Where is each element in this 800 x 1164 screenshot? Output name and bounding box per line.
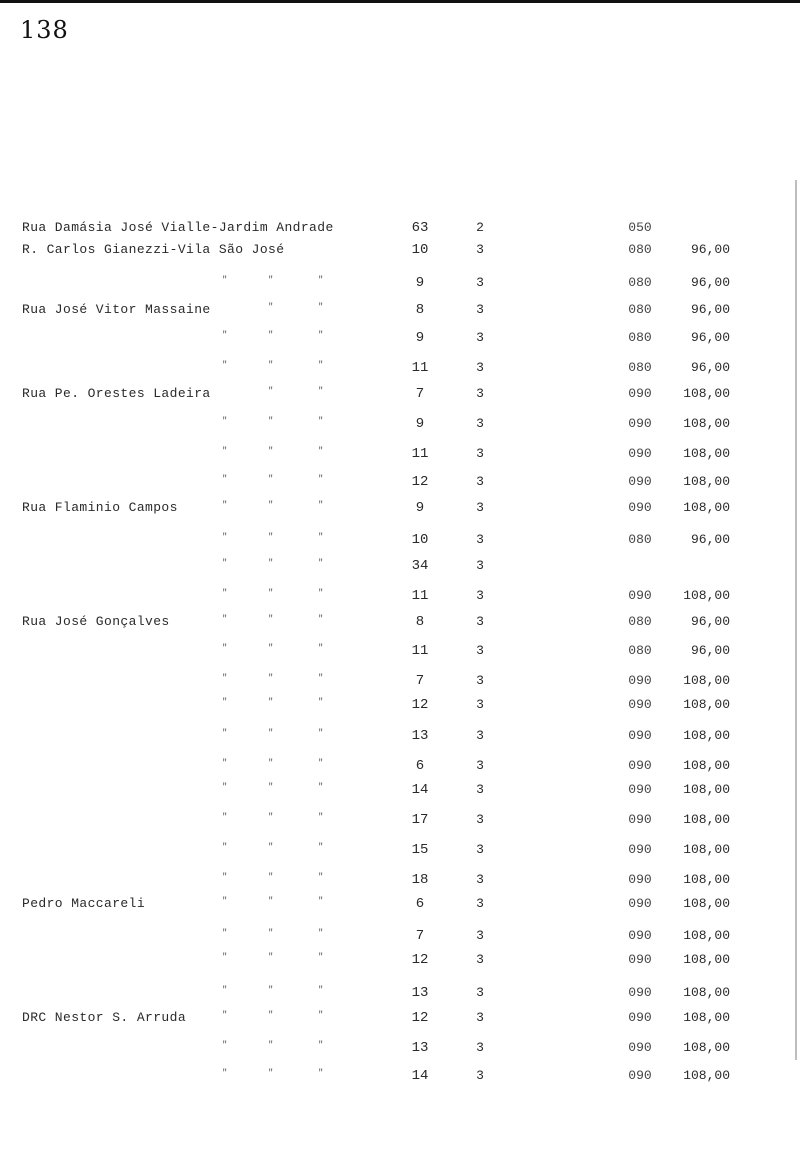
lot-number: 12 bbox=[411, 697, 429, 713]
class-code: 3 bbox=[476, 532, 484, 547]
rate-code: 090 bbox=[628, 1068, 652, 1083]
table-row bbox=[0, 532, 800, 556]
table-row bbox=[0, 952, 800, 976]
table-row bbox=[0, 758, 800, 782]
table-row bbox=[0, 614, 800, 638]
class-code: 3 bbox=[476, 614, 484, 629]
class-code: 3 bbox=[476, 896, 484, 911]
rate-code: 090 bbox=[628, 896, 652, 911]
class-code: 3 bbox=[476, 728, 484, 743]
ditto-mark: " bbox=[268, 758, 274, 768]
rate-code: 090 bbox=[628, 446, 652, 461]
ditto-mark: " bbox=[268, 446, 274, 456]
ditto-mark: " bbox=[318, 758, 324, 768]
street-name: R. Carlos Gianezzi-Vila São José bbox=[22, 242, 285, 257]
table-row bbox=[0, 985, 800, 1009]
tax-value: 108,00 bbox=[683, 812, 730, 827]
table-row bbox=[0, 928, 800, 952]
class-code: 3 bbox=[476, 697, 484, 712]
ditto-mark: " bbox=[318, 275, 324, 285]
ditto-mark: " bbox=[222, 697, 228, 707]
class-code: 3 bbox=[476, 500, 484, 515]
tax-value: 108,00 bbox=[683, 697, 730, 712]
rate-code: 080 bbox=[628, 532, 652, 547]
ditto-mark: " bbox=[222, 532, 228, 542]
street-name: Rua José Vitor Massaine bbox=[22, 302, 211, 317]
ditto-mark: " bbox=[268, 673, 274, 683]
ditto-mark: " bbox=[268, 558, 274, 568]
lot-number: 18 bbox=[411, 872, 429, 888]
ditto-mark: " bbox=[318, 416, 324, 426]
ditto-mark: " bbox=[222, 558, 228, 568]
ditto-mark: " bbox=[268, 386, 274, 396]
ditto-mark: " bbox=[318, 842, 324, 852]
rate-code: 090 bbox=[628, 872, 652, 887]
tax-value: 108,00 bbox=[683, 758, 730, 773]
ditto-mark: " bbox=[268, 275, 274, 285]
tax-value: 108,00 bbox=[683, 1040, 730, 1055]
table-row bbox=[0, 220, 800, 244]
class-code: 3 bbox=[476, 588, 484, 603]
tax-value: 108,00 bbox=[683, 474, 730, 489]
rate-code: 080 bbox=[628, 614, 652, 629]
tax-value: 96,00 bbox=[690, 360, 730, 375]
ditto-mark: " bbox=[222, 952, 228, 962]
lot-number: 11 bbox=[411, 446, 429, 462]
ditto-mark: " bbox=[318, 446, 324, 456]
lot-number: 7 bbox=[415, 386, 425, 402]
tax-value: 108,00 bbox=[683, 446, 730, 461]
lot-number: 6 bbox=[415, 758, 425, 774]
ditto-mark: " bbox=[318, 952, 324, 962]
ditto-mark: " bbox=[318, 643, 324, 653]
tax-value: 108,00 bbox=[683, 952, 730, 967]
ditto-mark: " bbox=[222, 614, 228, 624]
class-code: 3 bbox=[476, 758, 484, 773]
ditto-mark: " bbox=[318, 985, 324, 995]
rate-code: 090 bbox=[628, 1010, 652, 1025]
table-row bbox=[0, 474, 800, 498]
class-code: 3 bbox=[476, 985, 484, 1000]
ditto-mark: " bbox=[268, 872, 274, 882]
ditto-mark: " bbox=[222, 416, 228, 426]
class-code: 3 bbox=[476, 952, 484, 967]
table-row bbox=[0, 842, 800, 866]
ditto-mark: " bbox=[222, 985, 228, 995]
ditto-mark: " bbox=[318, 728, 324, 738]
ditto-mark: " bbox=[268, 842, 274, 852]
page-number: 138 bbox=[20, 16, 69, 44]
tax-value: 108,00 bbox=[683, 928, 730, 943]
lot-number: 11 bbox=[411, 360, 429, 376]
ditto-mark: " bbox=[222, 1068, 228, 1078]
lot-number: 11 bbox=[411, 588, 429, 604]
tax-value: 108,00 bbox=[683, 416, 730, 431]
class-code: 3 bbox=[476, 330, 484, 345]
class-code: 3 bbox=[476, 558, 484, 573]
ditto-mark: " bbox=[268, 782, 274, 792]
ditto-mark: " bbox=[268, 416, 274, 426]
rate-code: 090 bbox=[628, 474, 652, 489]
ditto-mark: " bbox=[318, 330, 324, 340]
class-code: 3 bbox=[476, 872, 484, 887]
lot-number: 8 bbox=[415, 302, 425, 318]
class-code: 3 bbox=[476, 782, 484, 797]
lot-number: 8 bbox=[415, 614, 425, 630]
ditto-mark: " bbox=[318, 1010, 324, 1020]
ditto-mark: " bbox=[318, 532, 324, 542]
class-code: 3 bbox=[476, 386, 484, 401]
table-row bbox=[0, 386, 800, 410]
ditto-mark: " bbox=[268, 1010, 274, 1020]
lot-number: 9 bbox=[415, 275, 425, 291]
rate-code: 090 bbox=[628, 928, 652, 943]
table-row bbox=[0, 330, 800, 354]
lot-number: 10 bbox=[411, 532, 429, 548]
ditto-mark: " bbox=[268, 952, 274, 962]
class-code: 3 bbox=[476, 673, 484, 688]
lot-number: 13 bbox=[411, 985, 429, 1001]
ditto-mark: " bbox=[222, 928, 228, 938]
class-code: 3 bbox=[476, 275, 484, 290]
class-code: 3 bbox=[476, 643, 484, 658]
ditto-mark: " bbox=[222, 842, 228, 852]
table-row bbox=[0, 782, 800, 806]
lot-number: 11 bbox=[411, 643, 429, 659]
ditto-mark: " bbox=[222, 588, 228, 598]
class-code: 3 bbox=[476, 1010, 484, 1025]
table-row bbox=[0, 1010, 800, 1034]
ditto-mark: " bbox=[222, 1040, 228, 1050]
ditto-mark: " bbox=[222, 1010, 228, 1020]
lot-number: 6 bbox=[415, 896, 425, 912]
rate-code: 090 bbox=[628, 588, 652, 603]
ditto-mark: " bbox=[222, 812, 228, 822]
table-row bbox=[0, 1040, 800, 1064]
ditto-mark: " bbox=[318, 500, 324, 510]
rate-code: 090 bbox=[628, 812, 652, 827]
ditto-mark: " bbox=[318, 896, 324, 906]
class-code: 3 bbox=[476, 242, 484, 257]
lot-number: 12 bbox=[411, 1010, 429, 1026]
ditto-mark: " bbox=[222, 500, 228, 510]
ditto-mark: " bbox=[268, 474, 274, 484]
table-row bbox=[0, 446, 800, 470]
table-row bbox=[0, 812, 800, 836]
tax-value: 96,00 bbox=[690, 242, 730, 257]
ditto-mark: " bbox=[222, 728, 228, 738]
lot-number: 13 bbox=[411, 1040, 429, 1056]
tax-value: 96,00 bbox=[690, 614, 730, 629]
lot-number: 9 bbox=[415, 416, 425, 432]
class-code: 3 bbox=[476, 360, 484, 375]
rate-code: 050 bbox=[628, 220, 652, 235]
ditto-mark: " bbox=[318, 474, 324, 484]
rate-code: 090 bbox=[628, 697, 652, 712]
lot-number: 9 bbox=[415, 330, 425, 346]
street-name: Rua José Gonçalves bbox=[22, 614, 170, 629]
rate-code: 090 bbox=[628, 673, 652, 688]
ditto-mark: " bbox=[268, 1068, 274, 1078]
table-row bbox=[0, 673, 800, 697]
table-row bbox=[0, 896, 800, 920]
lot-number: 12 bbox=[411, 952, 429, 968]
ditto-mark: " bbox=[268, 532, 274, 542]
tax-value: 108,00 bbox=[683, 985, 730, 1000]
ditto-mark: " bbox=[222, 872, 228, 882]
rate-code: 080 bbox=[628, 360, 652, 375]
ditto-mark: " bbox=[222, 446, 228, 456]
table-row bbox=[0, 302, 800, 326]
table-row bbox=[0, 588, 800, 612]
tax-value: 96,00 bbox=[690, 275, 730, 290]
tax-value: 96,00 bbox=[690, 532, 730, 547]
class-code: 3 bbox=[476, 302, 484, 317]
rate-code: 090 bbox=[628, 782, 652, 797]
ditto-mark: " bbox=[222, 673, 228, 683]
ditto-mark: " bbox=[222, 275, 228, 285]
ditto-mark: " bbox=[268, 588, 274, 598]
rate-code: 090 bbox=[628, 985, 652, 1000]
table-row bbox=[0, 872, 800, 896]
ditto-mark: " bbox=[222, 758, 228, 768]
rate-code: 080 bbox=[628, 643, 652, 658]
table-row bbox=[0, 500, 800, 524]
tax-value: 96,00 bbox=[690, 330, 730, 345]
ditto-mark: " bbox=[268, 500, 274, 510]
tax-value: 108,00 bbox=[683, 500, 730, 515]
table-row bbox=[0, 1068, 800, 1092]
top-border bbox=[0, 0, 800, 3]
rate-code: 090 bbox=[628, 758, 652, 773]
tax-value: 108,00 bbox=[683, 673, 730, 688]
rate-code: 090 bbox=[628, 952, 652, 967]
lot-number: 7 bbox=[415, 928, 425, 944]
ditto-mark: " bbox=[222, 782, 228, 792]
street-name: Rua Damásia José Vialle-Jardim Andrade bbox=[22, 220, 334, 235]
tax-value: 108,00 bbox=[683, 782, 730, 797]
ditto-mark: " bbox=[318, 697, 324, 707]
lot-number: 17 bbox=[411, 812, 429, 828]
ditto-mark: " bbox=[222, 360, 228, 370]
tax-value: 108,00 bbox=[683, 842, 730, 857]
ditto-mark: " bbox=[222, 474, 228, 484]
ditto-mark: " bbox=[318, 614, 324, 624]
table-row bbox=[0, 697, 800, 721]
ditto-mark: " bbox=[318, 588, 324, 598]
class-code: 3 bbox=[476, 474, 484, 489]
class-code: 3 bbox=[476, 928, 484, 943]
ditto-mark: " bbox=[222, 896, 228, 906]
ditto-mark: " bbox=[268, 697, 274, 707]
class-code: 3 bbox=[476, 1068, 484, 1083]
ditto-mark: " bbox=[318, 302, 324, 312]
class-code: 3 bbox=[476, 812, 484, 827]
ditto-mark: " bbox=[268, 985, 274, 995]
ditto-mark: " bbox=[268, 614, 274, 624]
class-code: 3 bbox=[476, 416, 484, 431]
ditto-mark: " bbox=[318, 673, 324, 683]
table-row bbox=[0, 558, 800, 582]
rate-code: 080 bbox=[628, 302, 652, 317]
tax-value: 108,00 bbox=[683, 1010, 730, 1025]
class-code: 2 bbox=[476, 220, 484, 235]
ditto-mark: " bbox=[222, 643, 228, 653]
tax-value: 96,00 bbox=[690, 302, 730, 317]
tax-value: 108,00 bbox=[683, 896, 730, 911]
ditto-mark: " bbox=[318, 812, 324, 822]
ditto-mark: " bbox=[318, 558, 324, 568]
ditto-mark: " bbox=[318, 1068, 324, 1078]
tax-value: 108,00 bbox=[683, 1068, 730, 1083]
lot-number: 9 bbox=[415, 500, 425, 516]
rate-code: 090 bbox=[628, 416, 652, 431]
lot-number: 63 bbox=[411, 220, 429, 236]
ditto-mark: " bbox=[268, 302, 274, 312]
ditto-mark: " bbox=[268, 728, 274, 738]
ditto-mark: " bbox=[268, 812, 274, 822]
ditto-mark: " bbox=[268, 643, 274, 653]
table-row bbox=[0, 728, 800, 752]
street-name: Rua Pe. Orestes Ladeira bbox=[22, 386, 211, 401]
ditto-mark: " bbox=[268, 330, 274, 340]
tax-value: 96,00 bbox=[690, 643, 730, 658]
rate-code: 080 bbox=[628, 275, 652, 290]
ditto-mark: " bbox=[318, 1040, 324, 1050]
table-row bbox=[0, 643, 800, 667]
rate-code: 080 bbox=[628, 242, 652, 257]
rate-code: 090 bbox=[628, 386, 652, 401]
tax-value: 108,00 bbox=[683, 872, 730, 887]
street-name: DRC Nestor S. Arruda bbox=[22, 1010, 187, 1025]
rate-code: 090 bbox=[628, 728, 652, 743]
class-code: 3 bbox=[476, 842, 484, 857]
table-row bbox=[0, 275, 800, 299]
street-name: Rua Flaminio Campos bbox=[22, 500, 178, 515]
class-code: 3 bbox=[476, 446, 484, 461]
street-name: Pedro Maccareli bbox=[22, 896, 146, 911]
lot-number: 13 bbox=[411, 728, 429, 744]
table-row bbox=[0, 360, 800, 384]
ditto-mark: " bbox=[268, 360, 274, 370]
tax-value: 108,00 bbox=[683, 588, 730, 603]
ditto-mark: " bbox=[318, 872, 324, 882]
ditto-mark: " bbox=[268, 896, 274, 906]
rate-code: 080 bbox=[628, 330, 652, 345]
ditto-mark: " bbox=[318, 782, 324, 792]
ditto-mark: " bbox=[268, 1040, 274, 1050]
ditto-mark: " bbox=[268, 928, 274, 938]
table-row bbox=[0, 416, 800, 440]
table-row bbox=[0, 242, 800, 266]
tax-value: 108,00 bbox=[683, 386, 730, 401]
rate-code: 090 bbox=[628, 1040, 652, 1055]
ditto-mark: " bbox=[318, 928, 324, 938]
ditto-mark: " bbox=[318, 386, 324, 396]
tax-value: 108,00 bbox=[683, 728, 730, 743]
rate-code: 090 bbox=[628, 500, 652, 515]
lot-number: 14 bbox=[411, 1068, 429, 1084]
rate-code: 090 bbox=[628, 842, 652, 857]
lot-number: 10 bbox=[411, 242, 429, 258]
class-code: 3 bbox=[476, 1040, 484, 1055]
ditto-mark: " bbox=[222, 330, 228, 340]
ditto-mark: " bbox=[318, 360, 324, 370]
lot-number: 15 bbox=[411, 842, 429, 858]
lot-number: 7 bbox=[415, 673, 425, 689]
lot-number: 34 bbox=[411, 558, 429, 574]
lot-number: 14 bbox=[411, 782, 429, 798]
lot-number: 12 bbox=[411, 474, 429, 490]
